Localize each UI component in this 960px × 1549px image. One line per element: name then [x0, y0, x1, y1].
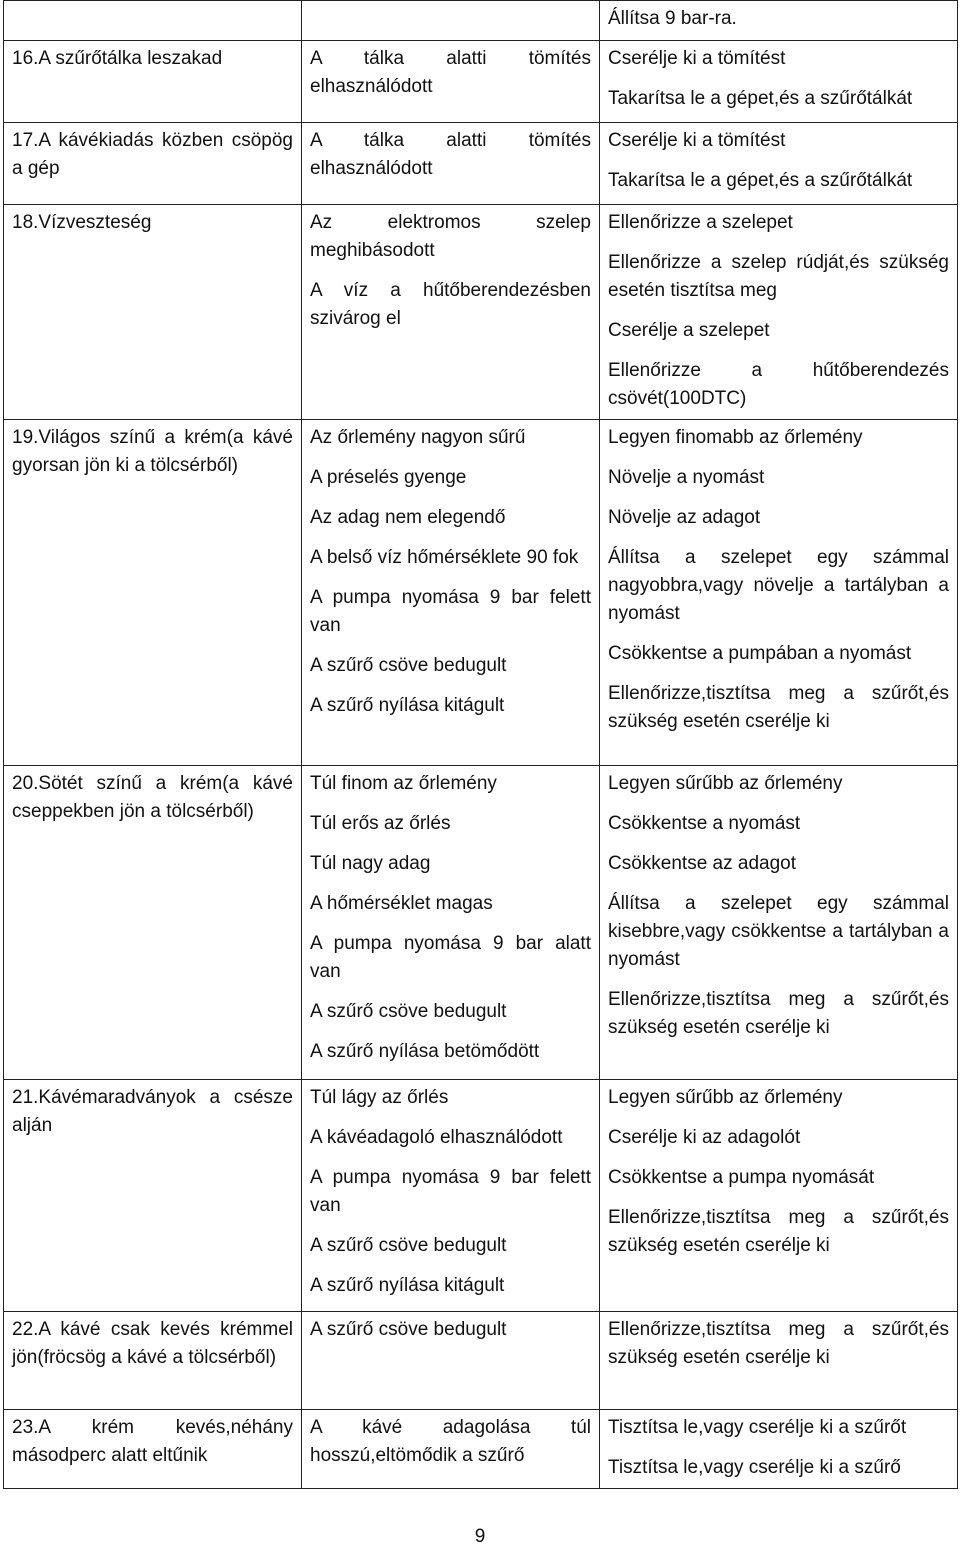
- cause-text: A pumpa nyomása 9 bar felett van: [310, 587, 591, 636]
- symptom-cell: [4, 1080, 302, 1312]
- remedy-text: Cserélje ki a tömítést: [608, 48, 786, 69]
- symptom-text: 20.Sötét színű a krém(a kávé cseppekben jön a tölcsérből): [12, 773, 293, 822]
- table-row: [4, 205, 958, 420]
- cause-text: Az adag nem elegendő: [310, 507, 506, 528]
- cause-cell: [302, 766, 600, 1080]
- troubleshooting-table-body: [4, 1, 958, 1489]
- remedy-cell: [600, 1080, 958, 1312]
- cause-cell: [302, 1, 600, 41]
- cause-text: A tálka alatti tömítés elhasználódott: [310, 130, 591, 179]
- remedy-cell: [600, 1, 958, 41]
- table-row: [4, 1, 958, 41]
- cause-cell: [302, 123, 600, 205]
- cause-text: A víz a hűtőberendezésben szivárog el: [310, 280, 591, 329]
- symptom-cell: [4, 420, 302, 766]
- symptom-text: 16.A szűrőtálka leszakad: [12, 48, 223, 69]
- cause-text: Túl erős az őrlés: [310, 813, 451, 834]
- symptom-cell: [4, 205, 302, 420]
- symptom-cell: [4, 766, 302, 1080]
- remedy-text: Növelje az adagot: [608, 507, 761, 528]
- symptom-text: 21.Kávémaradványok a csésze alján: [12, 1087, 293, 1136]
- remedy-text: Takarítsa le a gépet,és a szűrőtálkát: [608, 170, 913, 191]
- symptom-text: 18.Vízveszteség: [12, 212, 152, 233]
- cause-text: A préselés gyenge: [310, 467, 467, 488]
- cause-text: A szűrő csöve bedugult: [310, 1319, 507, 1340]
- remedy-text: Takarítsa le a gépet,és a szűrőtálkát: [608, 88, 913, 109]
- table-row: [4, 420, 958, 766]
- cause-text: A szűrő csöve bedugult: [310, 655, 507, 676]
- cause-text: A szűrő nyílása betömődött: [310, 1041, 540, 1062]
- troubleshooting-table: [3, 0, 958, 1489]
- cause-text: Túl lágy az őrlés: [310, 1087, 449, 1108]
- cause-text: A szűrő nyílása kitágult: [310, 695, 505, 716]
- remedy-text: Csökkentse a pumpában a nyomást: [608, 643, 912, 664]
- symptom-cell: [4, 1410, 302, 1489]
- remedy-text: Csökkentse az adagot: [608, 853, 797, 874]
- cause-text: Túl nagy adag: [310, 853, 431, 874]
- remedy-cell: [600, 766, 958, 1080]
- cause-cell: [302, 1080, 600, 1312]
- remedy-text: Ellenőrizze a szelep rúdját,és szükség esetén tisztítsa meg: [608, 252, 949, 301]
- cause-text: A szűrő nyílása kitágult: [310, 1275, 505, 1296]
- cause-text: A pumpa nyomása 9 bar alatt van: [310, 933, 591, 982]
- remedy-cell: [600, 1312, 958, 1410]
- cause-text: A kávé adagolása túl hosszú,eltömődik a szűrő: [310, 1417, 591, 1466]
- cause-text: Az elektromos szelep meghibásodott: [310, 212, 591, 261]
- cause-cell: [302, 420, 600, 766]
- remedy-cell: [600, 420, 958, 766]
- remedy-text: Tisztítsa le,vagy cserélje ki a szűrőt: [608, 1417, 907, 1438]
- symptom-cell: [4, 41, 302, 123]
- remedy-text: Állítsa 9 bar-ra.: [608, 8, 737, 29]
- remedy-text: Ellenőrizze,tisztítsa meg a szűrőt,és szükség esetén cserélje ki: [608, 989, 949, 1038]
- table-row: [4, 123, 958, 205]
- remedy-cell: [600, 123, 958, 205]
- remedy-text: Növelje a nyomást: [608, 467, 765, 488]
- table-row: [4, 1080, 958, 1312]
- remedy-text: Legyen finomabb az őrlemény: [608, 427, 863, 448]
- symptom-text: 22.A kávé csak kevés krémmel jön(fröcsög a kávé a tölcsérből): [12, 1319, 293, 1368]
- remedy-text: Cserélje ki a tömítést: [608, 130, 786, 151]
- table-row: [4, 41, 958, 123]
- symptom-text: 19.Világos színű a krém(a kávé gyorsan jön ki a tölcsérből): [12, 427, 293, 476]
- symptom-text: 23.A krém kevés,néhány másodperc alatt eltűnik: [12, 1417, 293, 1466]
- remedy-text: Ellenőrizze a hűtőberendezés csövét(100DTC): [608, 360, 949, 409]
- remedy-text: Csökkentse a nyomást: [608, 813, 801, 834]
- cause-cell: [302, 41, 600, 123]
- cause-text: A kávéadagoló elhasználódott: [310, 1127, 563, 1148]
- symptom-cell: [4, 1, 302, 41]
- table-row: [4, 1312, 958, 1410]
- symptom-text: 17.A kávékiadás közben csöpög a gép: [12, 130, 293, 179]
- symptom-cell: [4, 1312, 302, 1410]
- cause-cell: [302, 1312, 600, 1410]
- remedy-text: Cserélje a szelepet: [608, 320, 770, 341]
- cause-cell: [302, 205, 600, 420]
- remedy-cell: [600, 41, 958, 123]
- cause-text: A pumpa nyomása 9 bar felett van: [310, 1167, 591, 1216]
- remedy-text: Legyen sűrűbb az őrlemény: [608, 1087, 843, 1108]
- remedy-text: Ellenőrizze,tisztítsa meg a szűrőt,és szükség esetén cserélje ki: [608, 683, 949, 732]
- remedy-text: Csökkentse a pumpa nyomását: [608, 1167, 875, 1188]
- remedy-cell: [600, 1410, 958, 1489]
- remedy-text: Tisztítsa le,vagy cserélje ki a szűrő: [608, 1457, 901, 1478]
- remedy-cell: [600, 205, 958, 420]
- cause-text: A szűrő csöve bedugult: [310, 1235, 507, 1256]
- cause-text: A hőmérséklet magas: [310, 893, 493, 914]
- cause-text: A tálka alatti tömítés elhasználódott: [310, 48, 591, 97]
- remedy-text: Állítsa a szelepet egy számmal kisebbre,vagy csökkentse a tartályban a nyomást: [608, 893, 949, 970]
- page-number: 9: [474, 1526, 486, 1547]
- table-row: [4, 1410, 958, 1489]
- cause-cell: [302, 1410, 600, 1489]
- remedy-text: Ellenőrizze,tisztítsa meg a szűrőt,és szükség esetén cserélje ki: [608, 1207, 949, 1256]
- remedy-text: Legyen sűrűbb az őrlemény: [608, 773, 843, 794]
- table-row: [4, 766, 958, 1080]
- cause-text: Túl finom az őrlemény: [310, 773, 497, 794]
- remedy-text: Cserélje ki az adagolót: [608, 1127, 801, 1148]
- remedy-text: Ellenőrizze a szelepet: [608, 212, 793, 233]
- cause-text: A belső víz hőmérséklete 90 fok: [310, 547, 579, 568]
- remedy-text: Állítsa a szelepet egy számmal nagyobbra,vagy növelje a tartályban a nyomást: [608, 547, 949, 624]
- cause-text: Az őrlemény nagyon sűrű: [310, 427, 526, 448]
- remedy-text: Ellenőrizze,tisztítsa meg a szűrőt,és szükség esetén cserélje ki: [608, 1319, 949, 1368]
- cause-text: A szűrő csöve bedugult: [310, 1001, 507, 1022]
- symptom-cell: [4, 123, 302, 205]
